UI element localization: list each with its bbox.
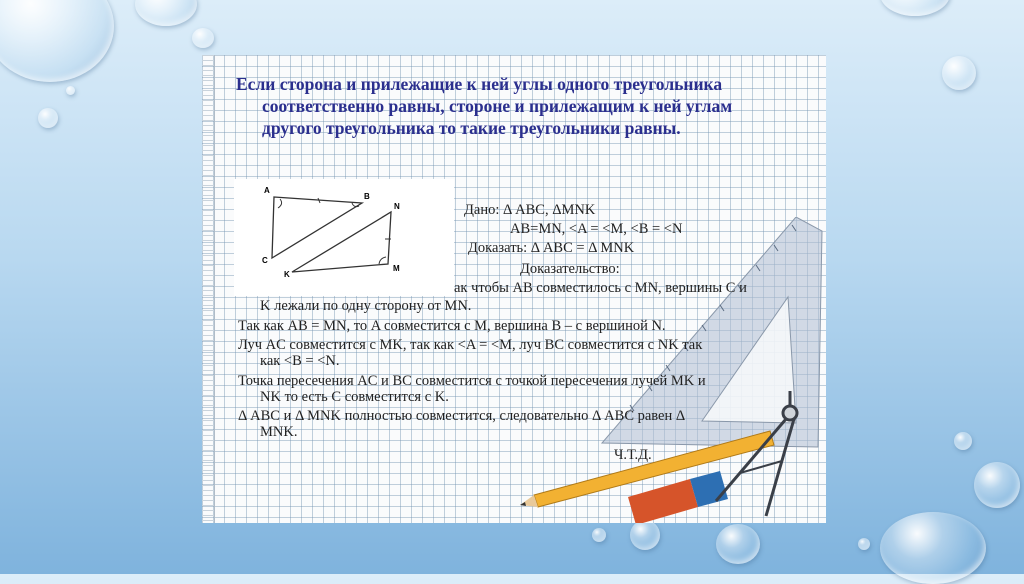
angle-a-arc: [278, 199, 282, 208]
label-k: K: [284, 270, 290, 279]
water-drop-decoration: [630, 520, 660, 550]
triangles-figure: [234, 179, 454, 296]
title-line-3: другого треугольника то такие треугольники равны.: [262, 118, 681, 138]
given-line-2: AB=MN, <A = <M, <B = <N: [510, 221, 683, 237]
water-drop-decoration: [880, 512, 986, 584]
proof-line: NK то есть C совместится с K.: [260, 389, 449, 405]
triangles-drawing: [234, 179, 454, 296]
proof-line: Луч AC совместится с MK, так как <A = <M, луч BC совместится с NK так: [238, 337, 703, 353]
water-drop-decoration: [0, 0, 114, 82]
water-drop-decoration: [592, 528, 606, 542]
proof-line: Так как AB = MN, то A совместится с M, вершина B – с вершиной N.: [238, 318, 666, 334]
triangle-abc: [272, 197, 362, 258]
water-drop-decoration: [716, 524, 760, 564]
left-ruler: [202, 55, 215, 523]
angle-m-arc: [379, 257, 386, 264]
title-line-1: Если сторона и прилежащие к ней углы одного треугольника: [236, 74, 723, 94]
water-drop-decoration: [38, 108, 58, 128]
water-drop-decoration: [135, 0, 197, 26]
label-a: A: [264, 186, 270, 195]
prove-line: Доказать: Δ ABC = Δ MNK: [468, 240, 635, 256]
water-drop-decoration: [192, 28, 214, 48]
water-drop-decoration: [880, 0, 950, 16]
proof-line: как <B = <N.: [260, 353, 340, 369]
water-drop-decoration: [954, 432, 972, 450]
proof-line: ак чтобы AB совместилось с MN, вершины C и: [454, 280, 747, 296]
title-line-2: соответственно равны, стороне и прилежащим к ней углам: [262, 96, 733, 116]
given-line-1: Дано: Δ ABC, ΔMNK: [464, 202, 596, 218]
water-drop-decoration: [858, 538, 870, 550]
label-m: M: [393, 264, 400, 273]
label-n: N: [394, 202, 400, 211]
water-drop-decoration: [66, 86, 75, 95]
triangle-mnk: [292, 212, 391, 272]
stationery-decoration: [520, 311, 826, 523]
proof-line: Точка пересечения AC и BC совместится с точкой пересечения лучей MK и: [238, 373, 706, 389]
qed-mark: Ч.Т.Д.: [614, 447, 652, 463]
water-drop-decoration: [974, 462, 1020, 508]
proof-line: K лежали по одну сторону от MN.: [260, 298, 472, 314]
proof-line: MNK.: [260, 424, 298, 440]
theorem-title: [236, 73, 816, 139]
label-c: C: [262, 256, 268, 265]
proof-title: Доказательство:: [520, 261, 620, 277]
slide-image: [202, 55, 826, 523]
water-drop-decoration: [942, 56, 976, 90]
proof-line: Δ ABC и Δ MNK полностью совместится, следовательно Δ ABC равен Δ: [238, 408, 686, 424]
label-b: B: [364, 192, 370, 201]
